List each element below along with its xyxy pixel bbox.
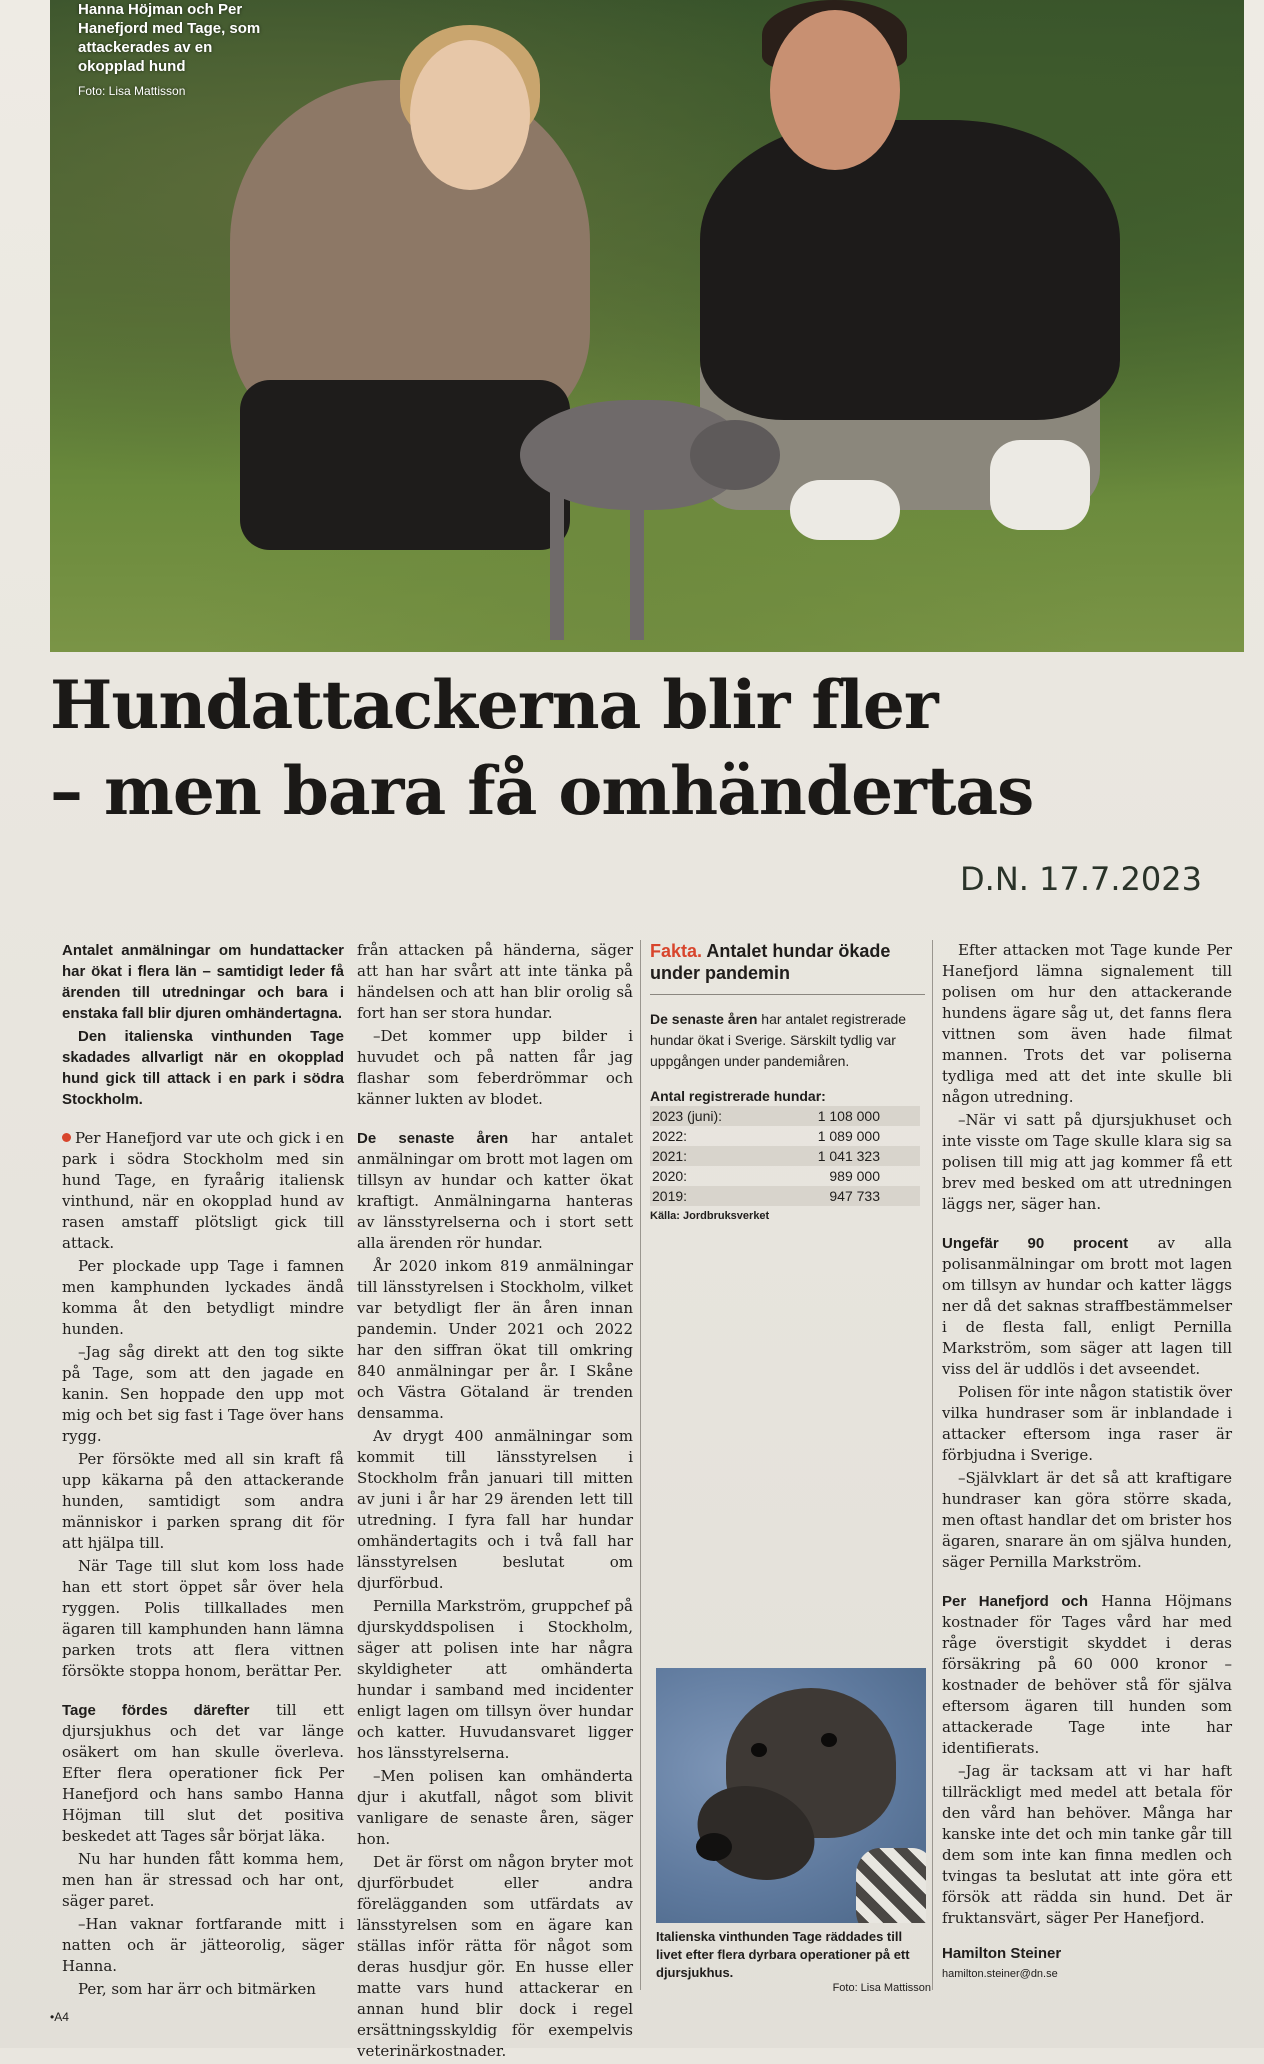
inset-credit: Foto: Lisa Mattisson [832,1982,931,1994]
paragraph: År 2020 inkom 819 anmälningar till länsstyrelsen i Stockholm, vilket var betydligt fler än åren innan pandemin. Under 2021 och 2022 har den siffran ökat till omkring 840 anmälningar per år. I Skåne och Västra Götaland är trenden densamma. [357,1257,633,1422]
subheading: Tage fördes därefter [62,1702,250,1719]
facts-table-title: Antal registrerade hundar: [650,1088,826,1104]
facts-keyword: Fakta. [650,941,703,961]
table-row: 2020: 989 000 [652,1168,880,1184]
paragraph: Per plockade upp Tage i famnen men kamphunden lyckades ändå komma åt den betydligt mindre hunden. [62,1257,344,1338]
paragraph: Det är först om någon bryter mot djurförbudet eller andra förelägganden som utfärdats av länsstyrelsen som en ägare kan ställas inför rätta för något som deras husdjur gör. En husse eller matte vars hund attackerar en annan hund blir dock i regel ersättningsskyldig för exempelvis veterinärkostnader. [357,1853,633,2060]
paragraph: Nu har hunden fått komma hem, men han är stressad och har ont, säger paret. [62,1850,344,1910]
lead-paragraph-2: Den italienska vinthunden Tage skadades allvarligt när en okopplad hund gick till attack i en park i södra Stockholm. [62,1028,344,1108]
facts-source: Källa: Jordbruksverket [650,1210,770,1222]
paragraph: –Men polisen kan omhänderta djur i akutfall, något som blivit vanligare de senaste åren, säger hon. [357,1767,633,1848]
paragraph: Efter attacken mot Tage kunde Per Hanefjord lämna signalement till polisen om hur den attackerande hundens ägare såg ut, det fanns flera vittnen som även hade filmat mannen. Trots det var poliserna tydliga med att det inte skulle bli någon utredning. [942,941,1232,1106]
paragraph: –Självklart är det så att kraftigare hundraser kan göra större skada, men oftast handlar det om brister hos ägaren, snarare än om själva hunden, säger Pernilla Markström. [942,1469,1232,1571]
facts-title: Fakta. Antalet hundar ökade under pandemin [650,940,925,995]
table-row: 2021: 1 041 323 [650,1146,920,1166]
photo-credit: Foto: Lisa Mattisson [78,84,186,98]
paragraph: Tage fördes därefter till ett djursjukhus och det var länge osäkert om han skulle överleva. Efter flera operationer fick Per Hanefjord och hans sambo Hanna Höjman till slut det positiva beskedet att Tages sår börjat läka. [62,1701,344,1845]
table-row: 2019: 947 733 [650,1186,920,1206]
dog-registration-table [650,1106,920,1206]
subheading: Per Hanefjord och [942,1593,1089,1610]
facts-box [650,940,925,1222]
paragraph: Per, som har ärr och bitmärken [78,1980,316,1998]
article-column-1 [62,940,344,2002]
paragraph: Pernilla Markström, gruppchef på djurskyddspolisen i Stockholm, säger att polisen inte har några skyldigheter att omhänderta hundar i samband med incidenter enligt lagen om tillsyn över hundar och katter. Huvudansvaret ligger hos länsstyrelserna. [357,1597,633,1762]
handwritten-date: D.N. 17.7.2023 [960,860,1202,898]
column-divider [932,940,933,1990]
paragraph: Per Hanefjord var ute och gick i en park i södra Stockholm med sin hund Tage, en fyraårig italiensk vinthund, när en okopplad hund av rasen amstaff plötsligt gick till attack. [62,1129,344,1252]
paragraph: Ungefär 90 procent av alla polisanmälningar om brott mot lagen om tillsyn av hundar och katter läggs ner då det saknas straffbestämmelser i de flesta fall, enligt Pernilla Markström, som säger att lagen till viss del är uddlös i det avseendet. [942,1234,1232,1378]
headline [50,662,1230,834]
photo-caption: Hanna Höjman och Per Hanefjord med Tage, som attackerades av en okopplad hund Foto: Lisa Mattisson [78,0,268,101]
subheading: Ungefär 90 procent [942,1235,1129,1252]
man-figure [700,120,1120,420]
column-divider [640,940,641,1990]
paragraph: Polisen för inte någon statistik över vilka hundraser som är inblandade i attacker eftersom inga raser är förbjudna i Sverige. [942,1383,1232,1464]
paragraph: –Han vaknar fortfarande mitt i natten och är jätteorolig, säger Hanna. [62,1915,344,1975]
paragraph: –Det kommer upp bilder i huvudet och på natten får jag flashar som feberdrömmar och känner lukten av blodet. [357,1027,633,1108]
headline-line-1: Hundattackerna blir fler [50,666,938,744]
paragraph: från attacken på händerna, säger att han har svårt att inte tänka på händelsen och att han blir orolig så fort han ser stora hundar. [357,941,633,1022]
article-column-2 [357,940,633,2064]
paragraph: Per försökte med all sin kraft få upp käkarna på den attackerande hunden, samtidigt som andra människor i parken sprang dit för att hjälpa till. [62,1450,344,1552]
main-photo [50,0,1244,652]
inset-dog-photo [656,1668,926,1923]
lead-paragraph: Antalet anmälningar om hundattacker har ökat i flera län – samtidigt leder få ärenden till utredningar och bara i enstaka fall blir djuren omhändertagna. [62,942,344,1022]
table-row: 2023 (juni): 1 108 000 [650,1106,920,1126]
page-number: •A4 [50,2010,69,2024]
facts-intro: De senaste åren har antalet registrerade hundar ökat i Sverige. Särskilt tydlig var uppgången under pandemiåren. [650,1011,907,1069]
article-column-4 [942,940,1232,1985]
paragraph: Per Hanefjord och Hanna Höjmans kostnader för Tages vård har med råge överstigit skyddet i deras försäkring på 60 000 kronor – kostnader de behöver stå för själva eftersom ägaren till hunden som attackerade Tage inte har identifierats. [942,1592,1232,1757]
author-email[interactable]: hamilton.steiner@dn.se [942,1968,1058,1980]
paragraph: De senaste åren har antalet anmälningar om brott mot lagen om tillsyn av hundar och katter ökat kraftigt. Anmälningarna hanteras av länsstyrelserna och i stort sett alla ärenden rör hundar. [357,1129,633,1252]
headline-line-2: – men bara få omhändertas [50,752,1034,830]
table-row: 2022: 1 089 000 [652,1128,880,1144]
inset-caption: Italienska vinthunden Tage räddades till livet efter flera dyrbara operationer på ett djursjukhus. [656,1929,910,1980]
paragraph: Av drygt 400 anmälningar som kommit till länsstyrelsen i Stockholm från januari till mitten av juni i år har 29 ärenden lett till utredning. I fyra fall har hundar omhändertagits och i två fall har länsstyrelsen beslutat om djurförbud. [357,1427,633,1592]
paragraph: –Jag såg direkt att den tog sikte på Tage, som att den jagade en kanin. Sen hoppade den upp mot mig och bet sig fast i Tage över hans rygg. [62,1343,344,1445]
subheading: De senaste åren [357,1130,509,1147]
paragraph: När Tage till slut kom loss hade han ett stort öppet sår över hela ryggen. Polis tillkallades men ägaren till kamphunden hann lämna parken trots att flera vittnen försökte stoppa honom, berättar Per. [62,1557,344,1680]
author-byline: Hamilton Steiner [942,1945,1062,1962]
paragraph: –Jag är tacksam att vi har haft tillräckligt med medel att betala för den vård han behöver. Många har kanske inte det och min tanke går till dem som inte kan finna medlen och tvingas ta beslutat att inte göra ett försök att rädda sin hund. Det är fruktansvärt, säger Per Hanefjord. [942,1762,1232,1927]
bullet-dot-icon [62,1133,71,1142]
paragraph: –När vi satt på djursjukhuset och inte visste om Tage skulle klara sig sa polisen till mig att jag kommer få ett brev med besked om att utredningen läggs ner, säger han. [942,1111,1232,1213]
